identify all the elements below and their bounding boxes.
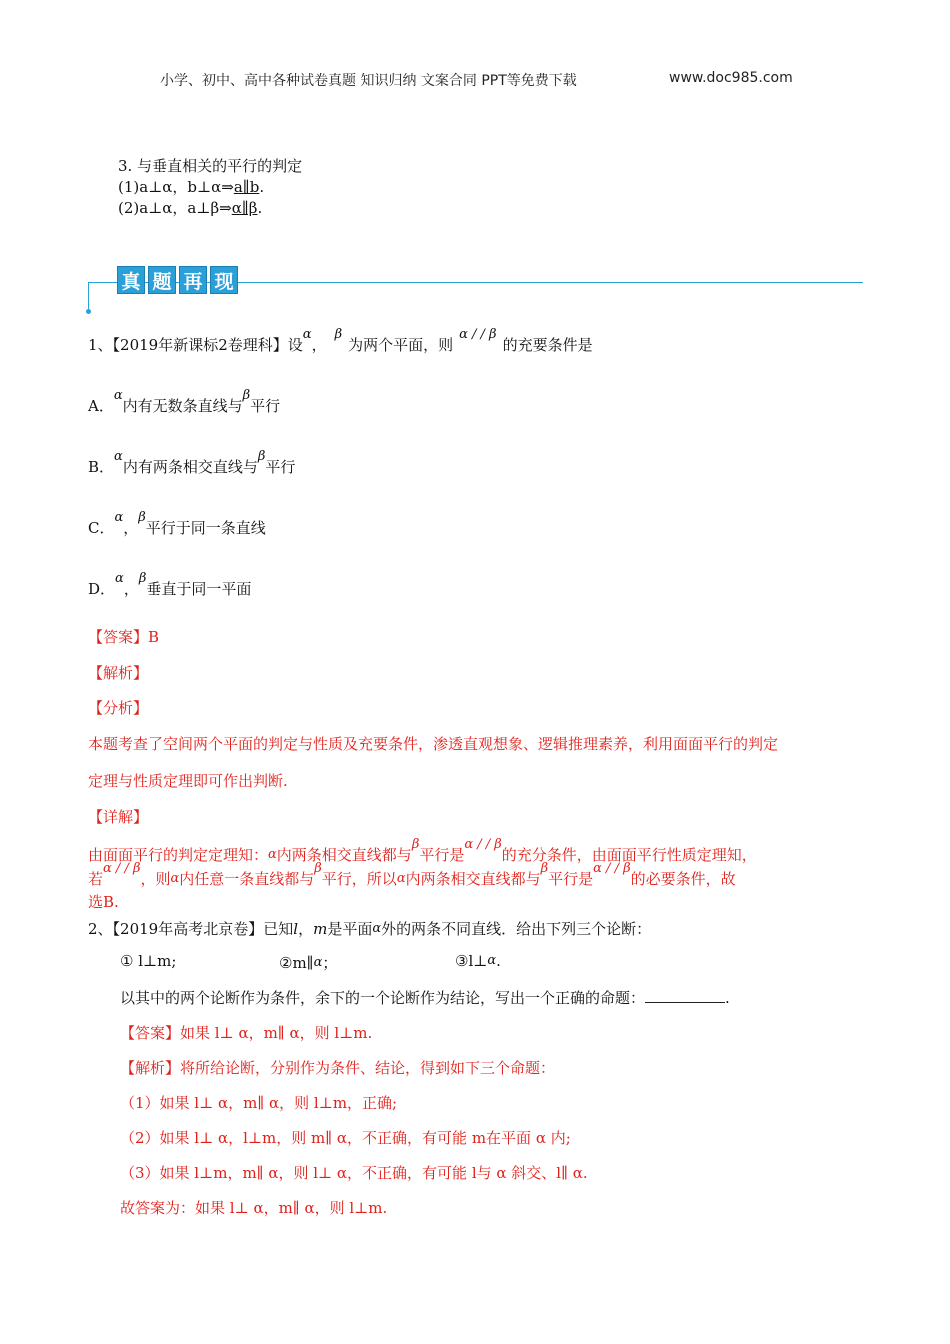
- q1-alpha: α: [302, 327, 312, 342]
- intro-line-3: [118, 197, 262, 218]
- q2-stem: [88, 918, 651, 939]
- detail-2-alpha-2: α: [396, 871, 406, 886]
- q2-final: 故答案为：如果 l⊥ α，m∥ α，则 l⊥m.: [120, 1199, 388, 1217]
- option-b-alpha: α: [114, 449, 123, 464]
- intro-line-2: [118, 176, 264, 197]
- q2-l: l: [293, 920, 299, 938]
- q2-text-4: 外的两条不同直线．给出下列三个论断：: [381, 920, 652, 938]
- header-title: 小学、初中、高中各种试卷真题 知识归纳 文案合同 PPT等免费下载: [160, 73, 577, 89]
- claim-2-text: ②m∥: [279, 954, 314, 972]
- option-d-label: D．: [88, 580, 116, 598]
- option-c-alpha: α: [114, 510, 124, 525]
- q1-analysis-heading: 【解析】: [88, 664, 149, 682]
- option-b-label: B．: [88, 458, 115, 476]
- q2-text-3: 是平面: [327, 920, 373, 938]
- detail-1c: 平行是: [419, 846, 465, 864]
- banner-char-1: 真: [117, 266, 145, 294]
- claim-2-end: ；: [322, 954, 338, 972]
- intro-line-1: 3. 与垂直相关的平行的判定: [118, 157, 303, 175]
- intro-l2-text: (1)a⊥α，b⊥α⇒: [118, 178, 234, 196]
- detail-2f: 平行是: [548, 870, 594, 888]
- option-d-comma: ，: [123, 580, 139, 598]
- q1-text-2: 为两个平面，则: [348, 336, 454, 354]
- q1-beta: β: [334, 327, 343, 342]
- detail-2g: 的必要条件，故: [630, 870, 736, 888]
- option-d-beta: β: [138, 571, 147, 586]
- q2-ask-text: 以其中的两个论断作为条件，余下的一个论断作为结论，写出一个正确的命题：: [120, 989, 646, 1007]
- q1-detail-line-2: [88, 861, 736, 889]
- detail-1-parallel: α / / β: [464, 837, 502, 852]
- q1-option-d: [88, 571, 252, 599]
- intro-l3-answer: α∥β: [231, 199, 258, 217]
- option-a-alpha: α: [113, 388, 123, 403]
- detail-2a: 若: [88, 870, 104, 888]
- q2-text-2: ，: [298, 920, 314, 938]
- q1-option-b: [88, 449, 296, 477]
- option-b-text-1: 内有两条相交直线与: [122, 458, 258, 476]
- q2-claim-3: [455, 952, 501, 970]
- q2-analysis: 【解析】将所给论断，分别作为条件、结论，得到如下三个命题：: [120, 1059, 556, 1077]
- detail-1d: 的充分条件，由面面平行性质定理知，: [501, 846, 757, 864]
- option-a-beta: β: [242, 388, 251, 403]
- answer-blank: [645, 988, 725, 1003]
- detail-2d: 平行，所以: [321, 870, 397, 888]
- option-c-text: 平行于同一条直线: [145, 519, 266, 537]
- intro-l2-answer: a∥b: [233, 178, 260, 196]
- claim-2-alpha: α: [313, 955, 323, 970]
- q1-summary-heading: 【分析】: [88, 699, 149, 717]
- banner-rule-vertical: [88, 282, 89, 312]
- q2-alpha: α: [372, 921, 382, 936]
- option-b-text-2: 平行: [265, 458, 296, 476]
- q2-m: m: [313, 920, 328, 938]
- option-d-text: 垂直于同一平面: [146, 580, 252, 598]
- banner-char-3: 再: [179, 266, 207, 294]
- detail-2-parallel-2: α / / β: [593, 861, 631, 876]
- q1-detail-line-3: 选B.: [88, 893, 119, 911]
- q2-number: 2、: [88, 920, 113, 938]
- q1-summary-line-1: 本题考查了空间两个平面的判定与性质及充要条件，渗透直观想象、逻辑推理素养，利用面面平行的判定: [88, 735, 779, 753]
- intro-l3-end: .: [257, 199, 263, 217]
- q1-detail-heading: 【详解】: [88, 808, 149, 826]
- q1-option-a: [88, 388, 281, 416]
- banner-char-4: 现: [210, 266, 238, 294]
- q2-ask-end: .: [725, 989, 730, 1007]
- option-c-beta: β: [138, 510, 146, 525]
- claim-3-text: ③l⊥: [455, 952, 488, 970]
- claim-3-end: .: [496, 952, 501, 970]
- claim-3-alpha: α: [487, 953, 497, 968]
- detail-1-beta: β: [411, 837, 420, 852]
- detail-2b: ，则: [140, 870, 171, 888]
- detail-1a: 由面面平行的判定定理知：: [88, 846, 269, 864]
- option-d-alpha: α: [115, 571, 124, 586]
- q1-summary-line-2: 定理与性质定理即可作出判断.: [88, 772, 288, 790]
- detail-2e: 内两条相交直线都与: [405, 870, 541, 888]
- q1-stem: [88, 327, 593, 355]
- intro-l3-text: (2)a⊥α，a⊥β⇒: [118, 199, 232, 217]
- detail-1-alpha: α: [268, 847, 277, 862]
- header-site: www.doc985.com: [669, 70, 793, 86]
- detail-2-beta-1: β: [314, 861, 322, 876]
- q2-answer: 【答案】如果 l⊥ α，m∥ α，则 l⊥m.: [120, 1024, 373, 1042]
- q2-step-1: （1）如果 l⊥ α，m∥ α，则 l⊥m，正确;: [120, 1094, 398, 1112]
- q2-ask: [120, 987, 730, 1008]
- detail-2-alpha-1: α: [170, 871, 180, 886]
- option-a-text-2: 平行: [250, 397, 281, 415]
- q1-comma: ，: [311, 336, 327, 354]
- q2-source: 【2019年高考北京卷】: [112, 920, 264, 938]
- banner-dot: [86, 309, 91, 314]
- q2-text-1: 已知: [263, 920, 294, 938]
- option-a-text-1: 内有无数条直线与: [122, 397, 243, 415]
- q2-claim-2: [279, 952, 337, 973]
- banner-char-2: 题: [148, 266, 176, 294]
- q1-number: 1、: [88, 336, 113, 354]
- detail-1b: 内两条相交直线都与: [276, 846, 412, 864]
- q2-step-2: （2）如果 l⊥ α，l⊥m，则 m∥ α，不正确，有可能 m在平面 α 内;: [120, 1129, 571, 1147]
- q2-claim-1: ① l⊥m;: [120, 952, 177, 970]
- intro-l2-end: .: [259, 178, 265, 196]
- q1-source: 【2019年新课标2卷理科】: [112, 336, 288, 354]
- q2-step-3: （3）如果 l⊥m，m∥ α，则 l⊥ α，不正确，有可能 l与 α 斜交、l∥ α.: [120, 1164, 588, 1182]
- q1-parallel: α / / β: [459, 327, 497, 342]
- q1-text-1: 设: [287, 336, 303, 354]
- option-c-label: C．: [88, 519, 115, 537]
- q1-detail-line-1: [88, 837, 757, 865]
- q1-option-c: [88, 510, 266, 538]
- option-c-comma: ，: [123, 519, 139, 537]
- q1-text-3: 的充要条件是: [502, 336, 593, 354]
- detail-2c: 内任意一条直线都与: [179, 870, 315, 888]
- option-b-beta: β: [257, 449, 266, 464]
- detail-2-parallel: α / / β: [103, 861, 141, 876]
- detail-2-beta-2: β: [540, 861, 549, 876]
- q1-answer: 【答案】B: [88, 628, 160, 646]
- option-a-label: A．: [88, 397, 114, 415]
